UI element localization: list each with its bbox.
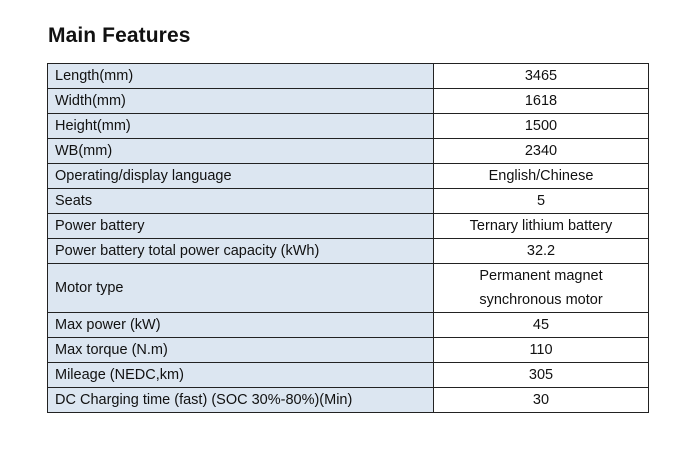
- row-label: Motor type: [48, 264, 434, 313]
- table-row: [48, 363, 649, 388]
- row-label: Height(mm): [48, 114, 434, 139]
- table-row: [48, 114, 649, 139]
- row-value: 2340: [434, 139, 649, 164]
- table-row: [48, 214, 649, 239]
- row-value: English/Chinese: [434, 164, 649, 189]
- table-row: [48, 139, 649, 164]
- row-label: Power battery: [48, 214, 434, 239]
- table-row: [48, 338, 649, 363]
- row-value: 1618: [434, 89, 649, 114]
- row-label: Power battery total power capacity (kWh): [48, 239, 434, 264]
- row-label: Mileage (NEDC,km): [48, 363, 434, 388]
- row-label: Width(mm): [48, 89, 434, 114]
- table-row: [48, 64, 649, 89]
- row-label: Operating/display language: [48, 164, 434, 189]
- row-value: Ternary lithium battery: [434, 214, 649, 239]
- row-value: 30: [434, 388, 649, 413]
- table-row: [48, 239, 649, 264]
- row-value: 3465: [434, 64, 649, 89]
- row-label: Max torque (N.m): [48, 338, 434, 363]
- row-label: Max power (kW): [48, 313, 434, 338]
- row-value: [434, 264, 649, 313]
- table-row: [48, 89, 649, 114]
- row-value: 110: [434, 338, 649, 363]
- row-value-line: Permanent magnet: [479, 268, 603, 284]
- row-value: 305: [434, 363, 649, 388]
- row-value: 45: [434, 313, 649, 338]
- table-row: [48, 189, 649, 214]
- table-row: [48, 164, 649, 189]
- page-title: Main Features: [48, 24, 191, 47]
- table-row: [48, 264, 649, 313]
- table-row: [48, 388, 649, 413]
- row-label: Length(mm): [48, 64, 434, 89]
- row-value: 1500: [434, 114, 649, 139]
- row-label: WB(mm): [48, 139, 434, 164]
- row-label: DC Charging time (fast) (SOC 30%-80%)(Min): [48, 388, 434, 413]
- table-row: [48, 313, 649, 338]
- row-value: 32.2: [434, 239, 649, 264]
- row-label: Seats: [48, 189, 434, 214]
- row-value: 5: [434, 189, 649, 214]
- row-value-line: synchronous motor: [479, 292, 603, 308]
- features-table: [47, 63, 649, 413]
